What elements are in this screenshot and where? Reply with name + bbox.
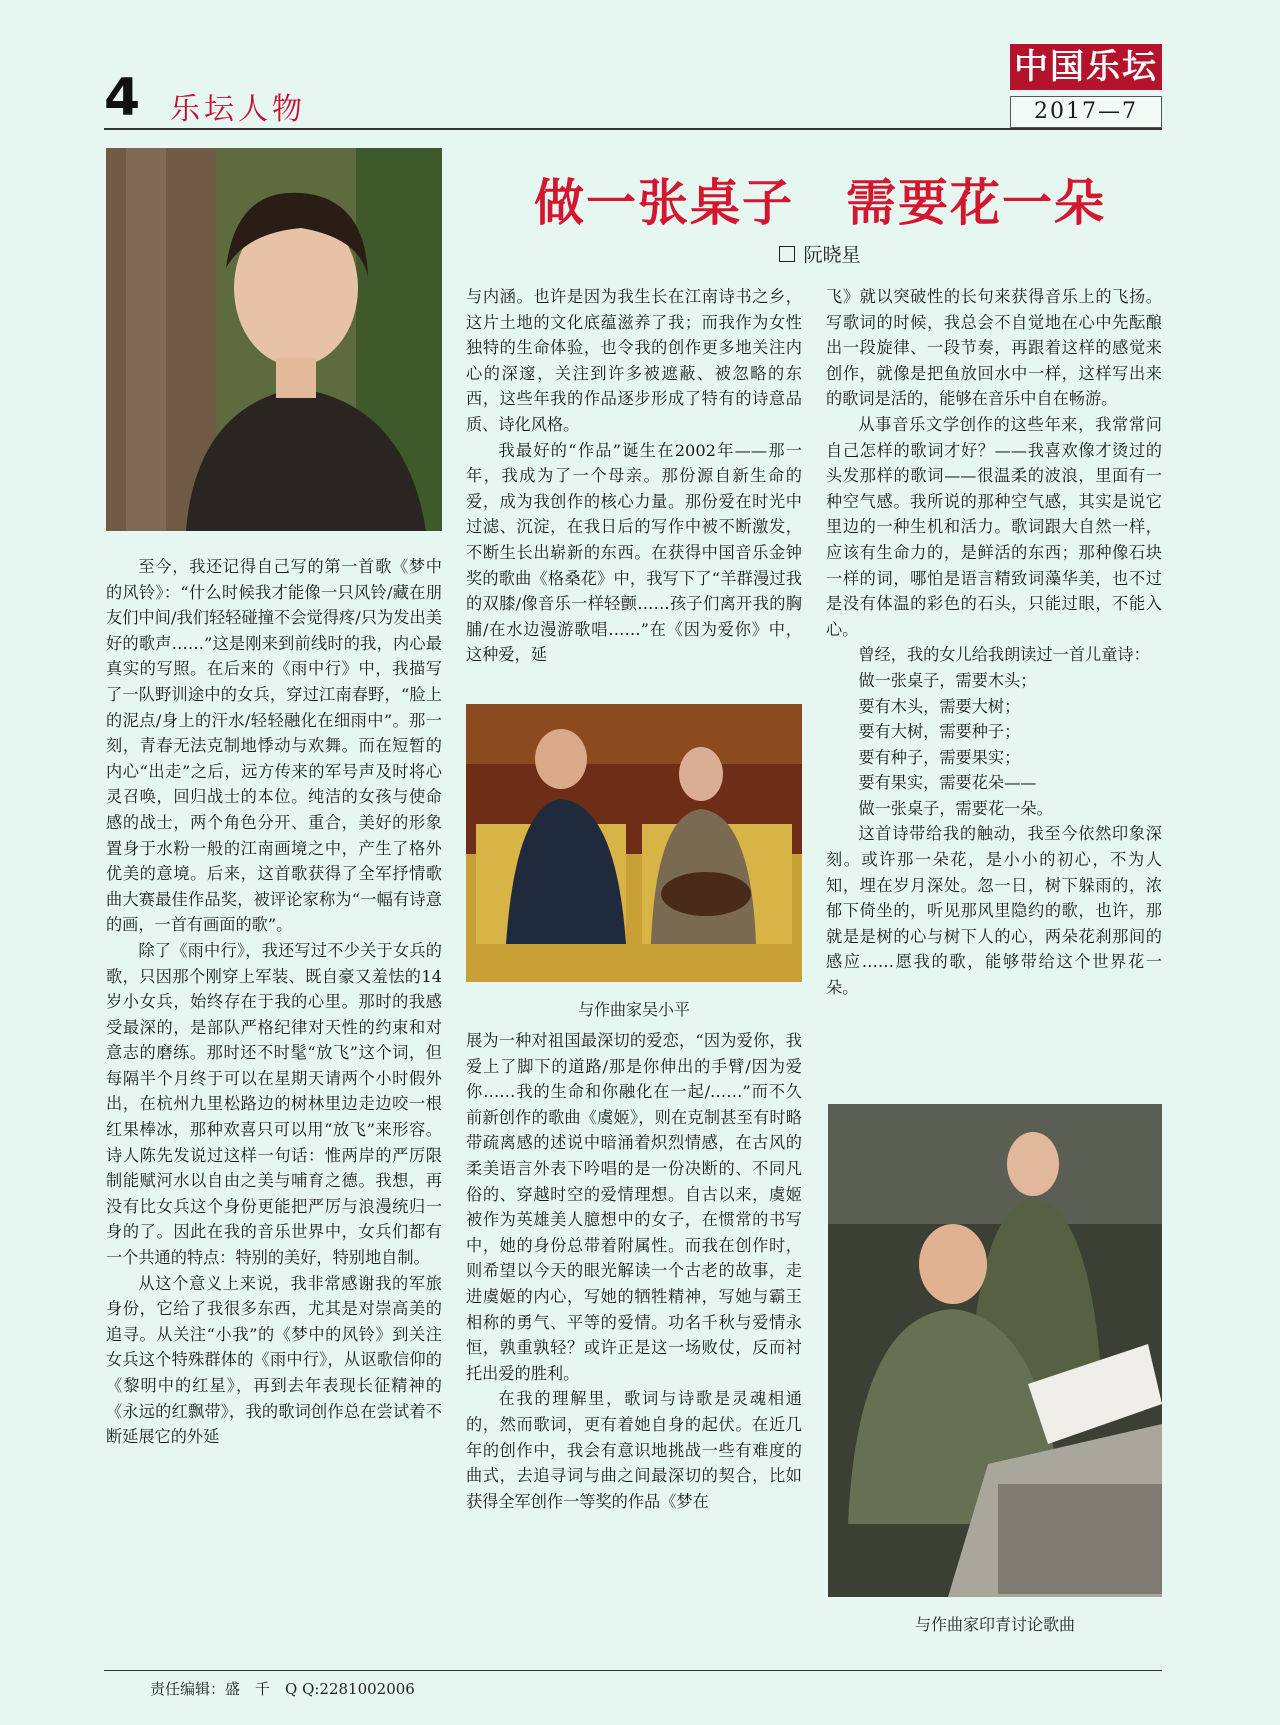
footer-rule (104, 1670, 1162, 1671)
article-column-3 (826, 284, 1162, 1001)
photo-with-composer-wu (466, 704, 802, 982)
paragraph: 曾经，我的女儿给我朗读过一首儿童诗： (858, 645, 1150, 665)
poem-line: 要有木头，需要大树； (858, 696, 1021, 716)
paragraph: 在我的理解里，歌词与诗歌是灵魂相通的，然而歌词，更有着她自身的起伏。在近几年的创作中，我会有意识地挑战一些有难度的曲式，去追寻词与曲之间最深切的契合，比如获得全军创作一等奖的作品《梦在 (466, 1389, 802, 1511)
poem-line: 要有果实，需要花朵—— (858, 773, 1037, 793)
paragraph: 除了《雨中行》，我还写过不少关于女兵的歌，只因那个刚穿上军装、既自豪又羞怯的14岁小女兵，始终存在于我的心里。那时的我感受最深的，是部队严格纪律对天性的约束和对意志的磨练。那时还不时髦“放飞”这个词，但每隔半个月终于可以在星期天请两个小时假外出，在杭州九里松路边的树林里边走边咬一根红果棒冰，那种欢喜只可以用“放飞”来形容。诗人陈先发说过这样一句话：惟两岸的严厉限制能赋河水以自由之美与哺育之德。我想，再没有比女兵这个身份更能把严厉与浪漫统归一身的了。因此在我的音乐世界中，女兵们都有一个共通的特点：特别的美好，特别地自制。 (106, 940, 442, 1268)
paragraph: 与内涵。也许是因为我生长在江南诗书之乡，这片土地的文化底蕴滋养了我；而我作为女性独特的生命体验，也令我的创作更多地关注内心的深邃，关注到许多被遮蔽、被忽略的东西，这些年我的作品逐步形成了特有的诗意品质、诗化风格。 (466, 287, 802, 434)
author-name: 阮晓星 (803, 244, 861, 266)
article-column-2-top (466, 284, 802, 668)
paragraph: 从事音乐文学创作的这些年来，我常常问自己怎样的歌词才好？——我喜欢像才烫过的头发那样的歌词——很温柔的波浪，里面有一种空气感。我所说的那种空气感，其实是说它里边的一种生机和活力。歌词跟大自然一样，应该有生命力的，是鲜活的东西；那种像石块一样的词，哪怕是语言精致词藻华美，也不过是没有体温的彩色的石头，只能过眼，不能入心。 (826, 414, 1162, 639)
article-headline: 做一张桌子 需要花一朵 (534, 173, 1106, 232)
author-portrait-photo (106, 148, 442, 531)
article-column-1 (106, 554, 442, 1450)
poem-line: 做一张桌子，需要花一朵。 (858, 798, 1053, 818)
header-rule (104, 128, 1162, 130)
poem-line: 要有大树，需要种子； (858, 722, 1021, 742)
photo-caption: 与作曲家印青讨论歌曲 (914, 1615, 1075, 1634)
poem-line: 要有种子，需要果实； (858, 747, 1021, 767)
poem-line: 做一张桌子，需要木头； (858, 670, 1037, 690)
paragraph: 这首诗带给我的触动，我至今依然印象深刻。或许那一朵花，是小小的初心，不为人知，埋在岁月深处。忽一日，树下躲雨的，浓郁下倚坐的，听见那风里隐约的歌，也许，那就是是树的心与树下人的心，两朵花刹那间的感应……愿我的歌，能够带给这个世界花一朵。 (826, 824, 1162, 998)
section-title: 乐坛人物 (170, 92, 306, 127)
byline-box-icon (779, 246, 795, 262)
poem (826, 668, 1162, 822)
masthead-issue: 2017—7 (1010, 96, 1162, 128)
paragraph: 从这个意义上来说，我非常感谢我的军旅身份，它给了我很多东西，尤其是对崇高美的追寻。从关注“小我”的《梦中的风铃》到关注女兵这个特殊群体的《雨中行》，从讴歌信仰的《黎明中的红星》，再到去年表现长征精神的《永远的红飘带》，我的歌词创作总在尝试着不断延展它的外延 (106, 1273, 442, 1447)
footer-editor-info: 责任编辑：盛 千 Q Q:2281002006 (150, 1680, 415, 1698)
article-byline (460, 240, 1180, 267)
page-number: 4 (104, 68, 141, 128)
article-column-2-bottom (466, 1028, 802, 1514)
photo-caption: 与作曲家吴小平 (577, 1000, 690, 1019)
masthead-brand: 中国乐坛 (1010, 44, 1162, 90)
paragraph: 我最好的“作品”诞生在2002年——那一年，我成为了一个母亲。那份源自新生命的爱，成为我创作的核心力量。那份爱在时光中过滤、沉淀，在我日后的写作中被不断激发，不断生长出崭新的东西。在获得中国音乐金钟奖的歌曲《格桑花》中，我写下了“羊群漫过我的双膝/像音乐一样轻颤……孩子们离开我的胸脯/在水边漫游歌唱……”在《因为爱你》中，这种爱，延 (466, 440, 802, 665)
photo-with-composer-yin (828, 1104, 1162, 1597)
paragraph: 至今，我还记得自己写的第一首歌《梦中的风铃》：“什么时候我才能像一只风铃/藏在朋友们中间/我们轻轻碰撞不会觉得疼/只为发出美好的歌声……”这是刚来到前线时的我，内心最真实的写照。在后来的《雨中行》中，我描写了一队野训途中的女兵，穿过江南春野，“脸上的泥点/身上的汗水/轻轻融化在细雨中”。那一刻，青春无法克制地悸动与欢舞。而在短暂的内心“出走”之后，远方传来的军号声及时将心灵召唤，回归战士的本位。纯洁的女孩与使命感的战士，两个角色分开、重合，美好的形象置身于水粉一般的江南画境之中，产生了格外优美的意境。后来，这首歌获得了全军抒情歌曲大赛最佳作品奖，被评论家称为“一幅有诗意的画，一首有画面的歌”。 (106, 557, 442, 935)
paragraph: 飞》就以突破性的长句来获得音乐上的飞扬。写歌词的时候，我总会不自觉地在心中先酝酿出一段旋律、一段节奏，再跟着这样的感觉来创作，就像是把鱼放回水中一样，这样写出来的歌词是活的，能够在音乐中自在畅游。 (826, 287, 1162, 409)
paragraph: 展为一种对祖国最深切的爱恋，“因为爱你，我爱上了脚下的道路/那是你伸出的手臂/因为爱你……我的生命和你融化在一起/……”而不久前新创作的歌曲《虞姬》，则在克制甚至有时略带疏离感的述说中暗涌着炽烈情感，在古风的柔美语言外表下吟唱的是一份决断的、不同凡俗的、穿越时空的爱情理想。自古以来，虞姬被作为英雄美人臆想中的女子，在惯常的书写中，她的身份总带着附属性。而我在创作时，则希望以今天的眼光解读一个古老的故事，走进虞姬的内心，写她的牺牲精神，写她与霸王相称的勇气、平等的爱情。功名千秋与爱情永恒，孰重孰轻？或许正是这一场败仗，反而衬托出爱的胜利。 (466, 1031, 802, 1383)
